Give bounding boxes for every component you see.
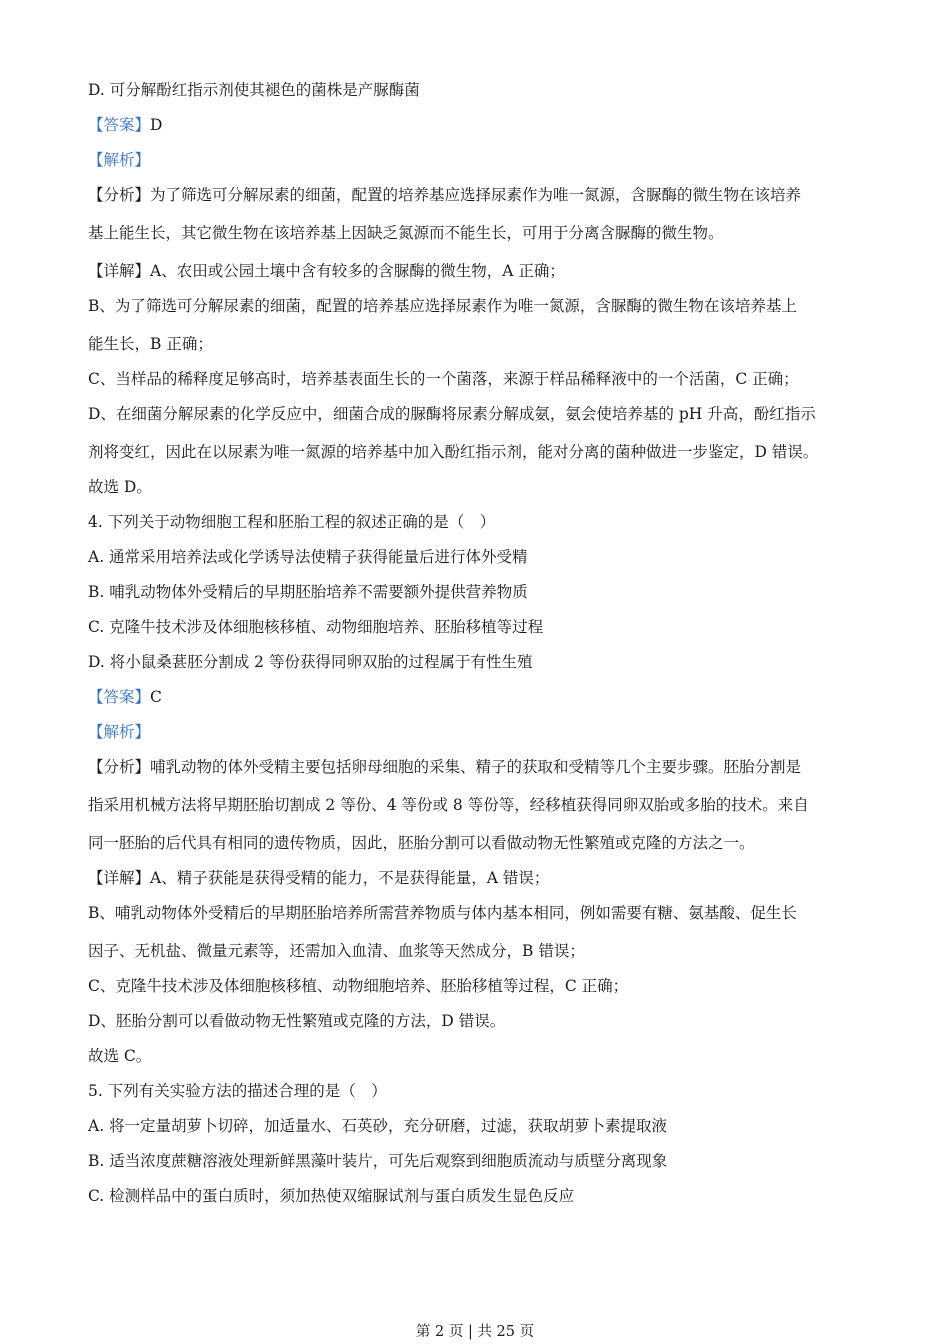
analysis-text: 为了筛选可分解尿素的细菌，配置的培养基应选择尿素作为唯一氮源，含脲酶的微生物在该培养	[150, 186, 802, 204]
detail-d: D、胚胎分割可以看做动物无性繁殖或克隆的方法，D 错误。	[88, 1012, 506, 1030]
analysis-para-cont: 同一胚胎的后代具有相同的遗传物质，因此，胚胎分割可以看做动物无性繁殖或克隆的方法之一。	[88, 834, 755, 852]
analysis-text: 哺乳动物的体外受精主要包括卵母细胞的采集、精子的获取和受精等几个主要步骤。胚胎分割是	[150, 758, 802, 776]
detail-b: B、为了筛选可分解尿素的细菌，配置的培养基应选择尿素作为唯一氮源，含脲酶的微生物在该培养基上	[88, 297, 797, 315]
question-5-option-b: B. 适当浓度蔗糖溶液处理新鲜黑藻叶装片，可先后观察到细胞质流动与质壁分离现象	[88, 1152, 668, 1170]
answer-line	[88, 113, 878, 137]
question-5-option-c: C. 检测样品中的蛋白质时，须加热使双缩脲试剂与蛋白质发生显色反应	[88, 1187, 575, 1205]
document-page	[88, 78, 878, 1219]
detail-para	[88, 866, 878, 890]
analysis-para	[88, 183, 878, 207]
conclusion: 故选 C。	[88, 1047, 152, 1065]
detail-text: A、农田或公园土壤中含有较多的含脲酶的微生物，A 正确；	[150, 262, 565, 280]
answer-tag: 【答案】	[88, 688, 151, 706]
detail-label: 【详解】	[88, 869, 151, 887]
analysis-label: 【分析】	[88, 186, 151, 204]
question-4-option-a: A. 通常采用培养法或化学诱导法使精子获得能量后进行体外受精	[88, 548, 528, 566]
question-4-option-d: D. 将小鼠桑葚胚分割成 2 等份获得同卵双胎的过程属于有性生殖	[88, 653, 533, 671]
analysis-tag: 【解析】	[88, 723, 151, 741]
analysis-heading	[88, 720, 878, 744]
detail-para	[88, 259, 878, 283]
question-5: 5. 下列有关实验方法的描述合理的是（ ）	[88, 1082, 387, 1100]
answer-line	[88, 685, 878, 709]
question-4-option-b: B. 哺乳动物体外受精后的早期胚胎培养不需要额外提供营养物质	[88, 583, 528, 601]
question-4-option-c: C. 克隆牛技术涉及体细胞核移植、动物细胞培养、胚胎移植等过程	[88, 618, 544, 636]
option-d: D. 可分解酚红指示剂使其褪色的菌株是产脲酶菌	[88, 81, 420, 99]
analysis-para-cont: 指采用机械方法将早期胚胎切割成 2 等份、4 等份或 8 等份等，经移植获得同卵双胎或多胎的技术。来自	[88, 796, 809, 814]
detail-b-cont: 能生长，B 正确；	[88, 335, 213, 353]
detail-b: B、哺乳动物体外受精后的早期胚胎培养所需营养物质与体内基本相同，例如需要有糖、氨基酸、促生长	[88, 904, 797, 922]
question-4: 4. 下列关于动物细胞工程和胚胎工程的叙述正确的是（ ）	[88, 513, 496, 531]
analysis-para	[88, 755, 878, 779]
detail-b-cont: 因子、无机盐、微量元素等，还需加入血清、血浆等天然成分，B 错误；	[88, 942, 585, 960]
detail-label: 【详解】	[88, 262, 151, 280]
page-footer: 第 2 页 | 共 25 页	[415, 1324, 535, 1340]
conclusion: 故选 D。	[88, 478, 152, 496]
detail-d: D、在细菌分解尿素的化学反应中，细菌合成的脲酶将尿素分解成氨，氨会使培养基的 pH 升高，酚红指示	[88, 405, 816, 423]
answer-tag: 【答案】	[88, 116, 151, 134]
detail-c: C、克隆牛技术涉及体细胞核移植、动物细胞培养、胚胎移植等过程，C 正确；	[88, 977, 629, 995]
answer-value: C	[150, 688, 162, 706]
analysis-tag: 【解析】	[88, 151, 151, 169]
analysis-heading	[88, 148, 878, 172]
detail-text: A、精子获能是获得受精的能力，不是获得能量，A 错误；	[150, 869, 550, 887]
detail-c: C、当样品的稀释度足够高时，培养基表面生长的一个菌落，来源于样品稀释液中的一个活菌，C 正确；	[88, 370, 799, 388]
question-5-option-a: A. 将一定量胡萝卜切碎，加适量水、石英砂，充分研磨，过滤，获取胡萝卜素提取液	[88, 1117, 668, 1135]
analysis-para-cont: 基上能生长，其它微生物在该培养基上因缺乏氮源而不能生长，可用于分离含脲酶的微生物。	[88, 224, 724, 242]
detail-d-cont: 剂将变红，因此在以尿素为唯一氮源的培养基中加入酚红指示剂，能对分离的菌种做进一步鉴定，D 错误。	[88, 443, 819, 461]
answer-value: D	[150, 116, 163, 134]
analysis-label: 【分析】	[88, 758, 151, 776]
